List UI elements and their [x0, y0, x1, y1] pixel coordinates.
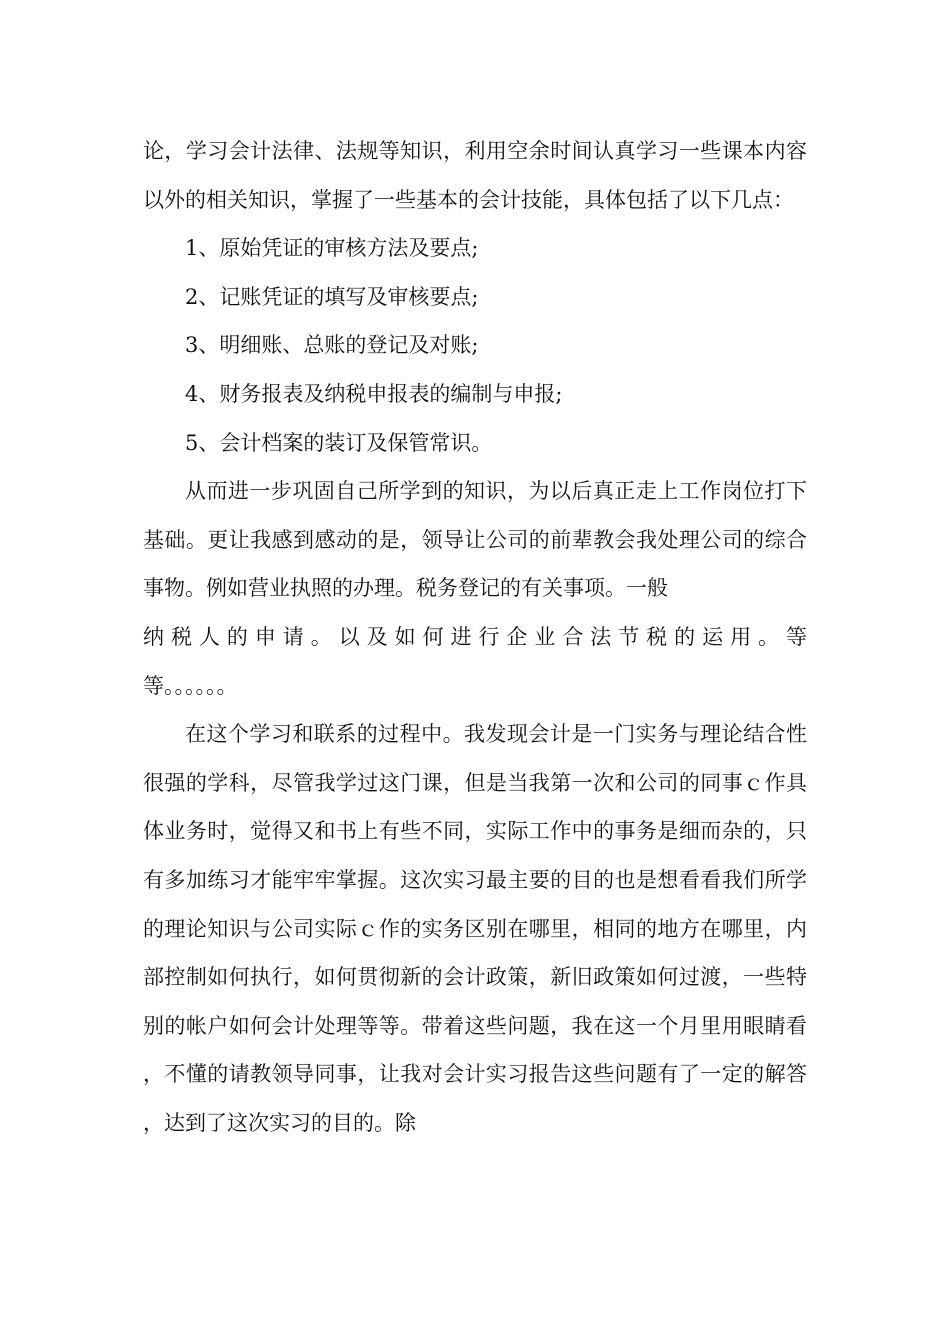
paragraph-intro: 论，学习会计法律、法规等知识，利用空余时间认真学习一些课本内容以外的相关知识，掌握了一些基本的会计技能，具体包括了以下几点：: [143, 139, 807, 212]
document-body: [143, 127, 807, 1147]
list-item-5: 5、会计档案的装订及保管常识。: [185, 430, 493, 455]
list-item-3: 3、明细账、总账的登记及对账;: [185, 333, 479, 358]
list-item-2: 2、记账凭证的填写及审核要点;: [185, 284, 479, 309]
list-item-1: 1、原始凭证的审核方法及要点;: [185, 236, 479, 261]
list-item-4: 4、财务报表及纳税申报表的编制与申报;: [185, 381, 563, 406]
paragraph-foundation: 从而进一步巩固自己所学到的知识，为以后真正走上工作岗位打下基础。更让我感到感动的是，领导让公司的前辈教会我处理公司的综合事物。例如营业执照的办理。税务登记的有关事项。一般: [143, 479, 807, 601]
paragraph-foundation-spaced-line: 纳 税 人 的 申 请 。 以 及 如 何 进 行 企 业 合 法 节 税 的 运 用 。 等: [143, 624, 807, 649]
paragraph-foundation-ending: 等。。。。。。: [143, 673, 238, 698]
paragraph-learning-process: 在这个学习和联系的过程中。我发现会计是一门实务与理论结合性很强的学科，尽管我学过这门课，但是当我第一次和公司的同事ｃ作具体业务时，觉得又和书上有些不同，实际工作中的事务是细而杂的，只有多加练习才能牢牢掌握。这次实习最主要的目的也是想看看我们所学的理论知识与公司实际ｃ作的实务区别在哪里，相同的地方在哪里，内部控制如何执行，如何贯彻新的会计政策，新旧政策如何过渡，一些特别的帐户如何会计处理等等。带着这些问题，我在这一个月里用眼睛看，不懂的请教领导同事，让我对会计实习报告这些问题有了一定的解答，达到了这次实习的目的。除: [143, 722, 807, 1135]
